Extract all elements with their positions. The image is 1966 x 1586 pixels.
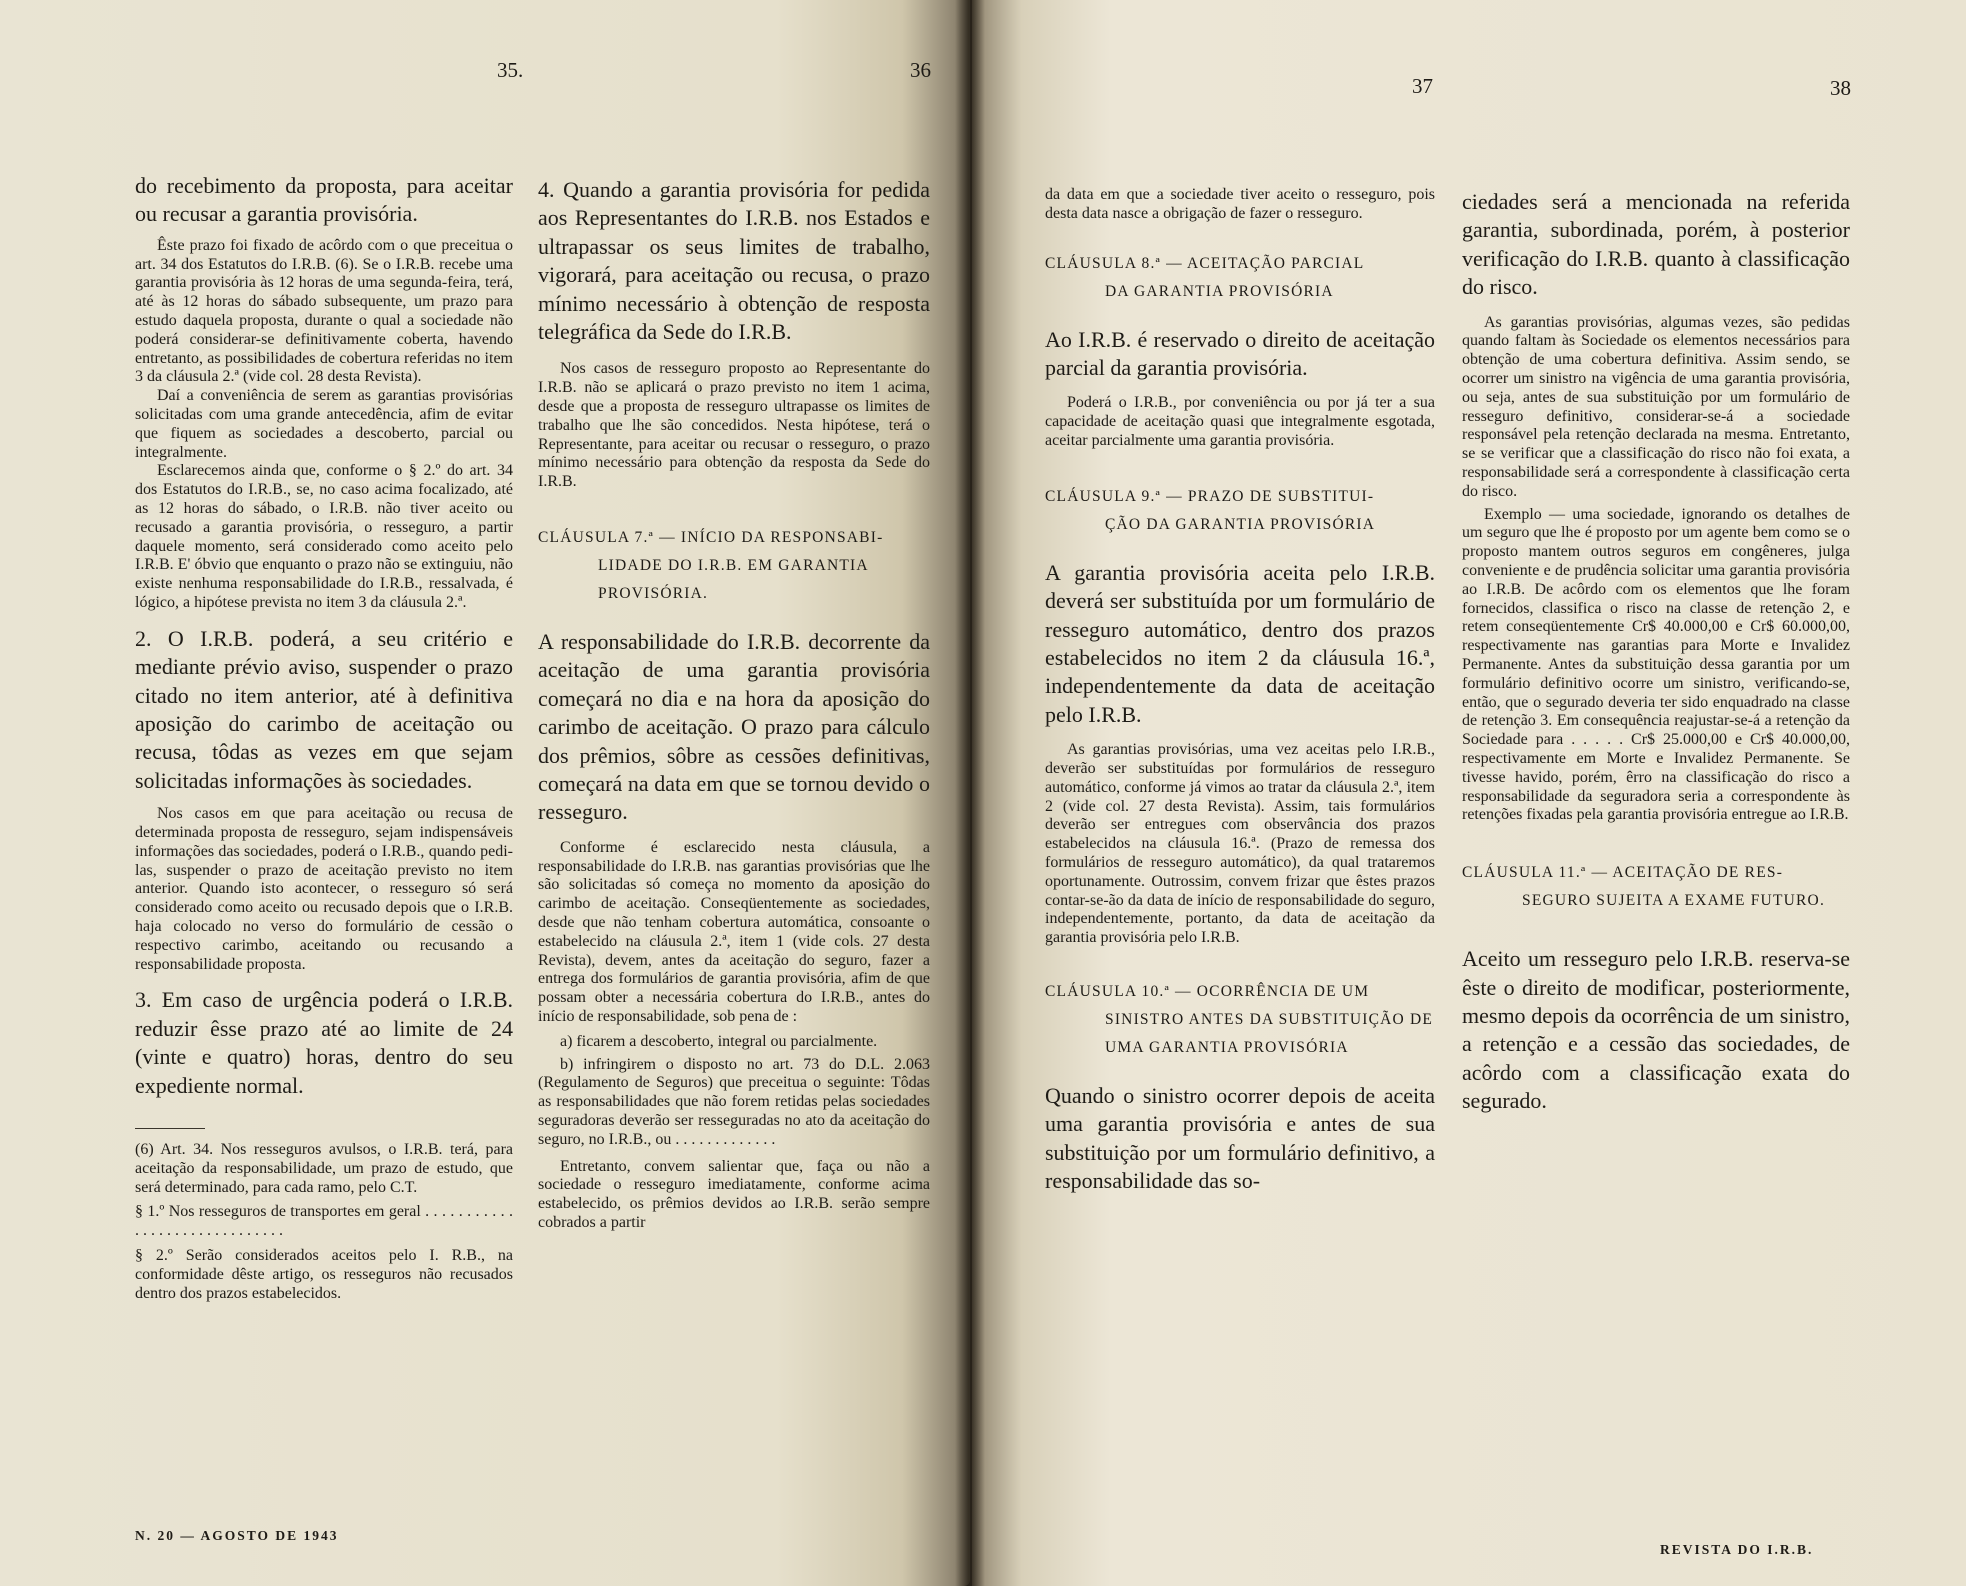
clause-heading bbox=[538, 524, 930, 608]
body-paragraph: Quando o sinistro ocorrer depois de aceita uma garantia provisória e antes de sua substituição por um formulário definitivo, a responsabilidade das so- bbox=[1045, 1083, 1435, 1194]
clause-heading-line: CLÁUSULA 8.ª — ACEITAÇÃO PARCIAL bbox=[1045, 254, 1365, 272]
commentary-paragraph: Nos casos em que para aceitação ou recusa de determinada proposta de resseguro, sejam indispensáveis informações das sociedades, poderá o I.R.B., quando pedi-las, suspender o prazo de aceitação previsto no item anterior. Quando isto acontecer, o resseguro só será considerado como aceito ou recusado depois que o I.R.B. haja colocado no verso do formulário de cessão o respectivo carimbo, aceitando ou recusando a responsabilidade proposta. bbox=[135, 805, 513, 973]
body-paragraph: ciedades será a mencionada na referida garantia, subordinada, porém, à posterior verificação do I.R.B. quanto à classificação do risco. bbox=[1462, 189, 1850, 300]
clause-heading-line: CLÁUSULA 10.ª — OCORRÊNCIA DE UM bbox=[1045, 983, 1370, 1000]
footnote: (6) Art. 34. Nos resseguros avulsos, o I.R.B. terá, para aceitação da responsabilidade, um prazo de estudo, que será determinado, para cada ramo, pelo C.T. bbox=[135, 1140, 513, 1196]
footnote: § 1.º Nos resseguros de transportes em geral . . . . . . . . . . . . . . . . . . . . . . . . . . . . . . bbox=[135, 1203, 513, 1240]
commentary-paragraph: Êste prazo foi fixado de acôrdo com o que preceitua o art. 34 dos Estatutos do I.R.B. (6). Se o I.R.B. recebe uma garantia provisória às 12 horas de uma segunda-feira, terá, até às 12 horas do sábado subsequente, um prazo para estudo daquela proposta, durante o qual a sociedade não poderá considerar-se definitivamente coberta, havendo entretanto, as possibilidades de cobertura referidas no item 3 da cláusula 2.ª (vide col. 28 desta Revista). bbox=[135, 236, 513, 386]
commentary-paragraph: Exemplo — uma sociedade, ignorando os detalhes de um seguro que lhe é proposto por um agente bem como se o proposto mantem outros seguros em congêneres, julga conveniente e de prudência solicitar uma garantia provisória ao I.R.B. De acôrdo com os elementos que lhe foram fornecidos, classifica o risco na classe de retenção 2, e retem conseqüentemente Cr$ 40.000,00 e Cr$ 60.000,00, respectivamente nas garantias para Morte e Invalidez Permanente. Antes da substituição dessa garantia por um formulário definitivo ocorre um sinistro, verificando-se, então, que o segurado deveria ter sido enquadrado na classe de retenção 3. Em consequência reajustar-se-á a retenção da Sociedade para . . . . . Cr$ 25.000,00 e Cr$ 40.000,00, respectivamente em Morte e Invalidez Permanente. Se tivesse havido, porém, êrro na classificação do risco a responsabilidade da seguradora seria a correspondente às retenções fixadas pela garantia provisória entregue ao I.R.B. bbox=[1462, 505, 1850, 824]
clause-heading-line: SEGURO SUJEITA A EXAME FUTURO. bbox=[1522, 892, 1826, 910]
clause-heading-line: CLÁUSULA 11.ª — ACEITAÇÃO DE RES- bbox=[1462, 864, 1784, 882]
commentary-block bbox=[1045, 394, 1435, 450]
body-paragraph: 3. Em caso de urgência poderá o I.R.B. reduzir êsse prazo até ao limite de 24 (vinte e quatro) horas, dentro do seu expediente normal. bbox=[135, 987, 513, 1098]
issue-footer: N. 20 — AGOSTO DE 1943 bbox=[135, 1528, 339, 1543]
commentary-paragraph: Nos casos de resseguro proposto ao Representante do I.R.B. não se aplicará o prazo previsto no item 1 acima, desde que a proposta de resseguro ultrapasse os limites de trabalho que lhe são concedidos. Nesta hipótese, terá o Representante, para aceitar ou recusar o resseguro, o prazo mínimo necessário para obtenção da resposta da Sede do I.R.B. bbox=[538, 360, 930, 491]
clause-heading-line: CLÁUSULA 9.ª — PRAZO DE SUBSTITUI- bbox=[1045, 487, 1375, 505]
commentary-paragraph: Entretanto, convem salientar que, faça ou não a sociedade o resseguro imediatamente, conforme acima estabelecido, os prêmios devidos ao I.R.B. serão sempre cobrados a partir bbox=[538, 1157, 930, 1231]
right-page bbox=[972, 0, 1966, 1586]
clause-heading bbox=[1045, 483, 1435, 539]
body-paragraph: Ao I.R.B. é reservado o direito de aceitação parcial da garantia provisória. bbox=[1045, 326, 1435, 380]
clause-heading-line: CLÁUSULA 7.ª — INÍCIO DA RESPONSABI- bbox=[538, 529, 884, 547]
commentary-paragraph: b) infringirem o disposto no art. 73 do D.L. 2.063 (Regulamento de Seguros) que preceitua o seguinte: Tôdas as responsabilidades que não forem retidas pelas sociedades seguradoras deverão ser resseguradas no ato da aceitação do seguro, no I.R.B., ou . . . . . . . . . . . . . bbox=[538, 1055, 930, 1148]
commentary-paragraph: da data em que a sociedade tiver aceito o resseguro, pois desta data nasce a obrigação de fazer o resseguro. bbox=[1045, 186, 1435, 222]
body-paragraph: A garantia provisória aceita pelo I.R.B. deverá ser substituída por um formulário de resseguro automático, dentro dos prazos estabelecidos no item 2 da cláusula 16.ª, independentemente da data de aceitação pelo I.R.B. bbox=[1045, 559, 1435, 727]
body-paragraph: 4. Quando a garantia provisória for pedida aos Representantes do I.R.B. nos Estados e ultrapassar os seus limites de trabalho, vigorará, para aceitação ou recusa, o prazo mínimo necessário à obtenção de resposta telegráfica da Sede do I.R.B. bbox=[538, 177, 930, 345]
commentary-paragraph: Esclarecemos ainda que, conforme o § 2.º do art. 34 dos Estatutos do I.R.B., se, no caso acima focalizado, até as 12 horas do sábado, o I.R.B. não tiver aceito ou recusado a garantia provisória, o resseguro, a partir daquele momento, será considerado como aceito pelo I.R.B. E' óbvio que enquanto o prazo não se extinguiu, não existe nenhuma responsabilidade do I.R.B., ressalvada, é lógico, a hipótese prevista no item 3 da cláusula 2.ª. bbox=[135, 462, 513, 611]
commentary-block bbox=[1045, 186, 1435, 224]
column-35 bbox=[135, 172, 513, 1303]
commentary-block bbox=[1462, 314, 1850, 826]
commentary-paragraph: Daí a conveniência de serem as garantias provisórias solicitadas com uma grande antecedência, afim de evitar que fiquem as sociedades a descoberto, parcial ou integralmente. bbox=[135, 387, 513, 461]
clause-heading-line: SINISTRO ANTES DA SUBSTITUIÇÃO DE UMA GARANTIA PROVISÓRIA bbox=[1105, 1011, 1434, 1056]
clause-heading-line: DA GARANTIA PROVISÓRIA bbox=[1105, 282, 1334, 300]
commentary-paragraph: Conforme é esclarecido nesta cláusula, a responsabilidade do I.R.B. nas garantias provisórias que lhe são solicitadas só começa no momento da aposição do carimbo de aceitação. Conseqüentemente as sociedades, desde que não tenham cobertura automática, consoante o estabelecido na cláusula 2.ª, item 1 (vide cols. 27 desta Revista), devem, antes da aceitação do seguro, fazer a entrega dos formulários de garantia provisória, afim de que possam obter a necessária cobertura do I.R.B., antes do início de responsabilidade, sob pena de : bbox=[538, 838, 930, 1026]
footnotes bbox=[135, 1128, 513, 1303]
page-number-36: 36 bbox=[910, 58, 931, 82]
clause-heading-line: ÇÃO DA GARANTIA PROVISÓRIA bbox=[1105, 515, 1376, 533]
commentary-block bbox=[538, 360, 930, 492]
body-paragraph: 2. O I.R.B. poderá, a seu critério e mediante prévio aviso, suspender o prazo citado no item anterior, até à definitiva aposição do carimbo de aceitação ou recusa, tôdas as vezes em que sejam solicitadas informações às sociedades. bbox=[135, 625, 513, 793]
column-37 bbox=[1045, 186, 1435, 1196]
column-38 bbox=[1462, 188, 1850, 1116]
page-number-38: 38 bbox=[1830, 76, 1851, 100]
clause-heading bbox=[1045, 978, 1435, 1062]
footnote: § 2.º Serão considerados aceitos pelo I. R.B., na conformidade dêste artigo, os resseguros não recusados dentro dos prazos estabelecidos. bbox=[135, 1246, 513, 1302]
page-number-37: 37 bbox=[1412, 74, 1433, 98]
commentary-block bbox=[538, 839, 930, 1233]
body-paragraph: A responsabilidade do I.R.B. decorrente da aceitação de uma garantia provisória começará no dia e na hora da aposição do carimbo de aceitação. O prazo para cálculo dos prêmios, sôbre as cessões definitivas, começará na data em que se tornou devido o resseguro. bbox=[538, 629, 930, 825]
footnote-rule bbox=[135, 1128, 205, 1129]
commentary-paragraph: Poderá o I.R.B., por conveniência ou por já ter a sua capacidade de aceitação quasi que integralmente esgotada, aceitar parcialmente uma garantia provisória. bbox=[1045, 394, 1435, 449]
book-gutter bbox=[955, 0, 985, 1586]
body-paragraph: do recebimento da proposta, para aceitar ou recusar a garantia provisória. bbox=[135, 173, 513, 227]
commentary-block bbox=[135, 237, 513, 613]
body-paragraph: Aceito um resseguro pelo I.R.B. reserva-se êste o direito de modificar, posteriormente, mesmo depois da ocorrência de um sinistro, a retenção e a cessão das sociedades, de acôrdo com a classificação exata do segurado. bbox=[1462, 946, 1850, 1114]
page-number-35: 35. bbox=[497, 58, 524, 82]
journal-footer: REVISTA DO I.R.B. bbox=[1660, 1542, 1814, 1557]
commentary-block bbox=[135, 805, 513, 974]
commentary-paragraph: a) ficarem a descoberto, integral ou parcialmente. bbox=[560, 1032, 878, 1050]
clause-heading-line: LIDADE DO I.R.B. EM GARANTIA PROVISÓRIA. bbox=[598, 557, 868, 603]
commentary-paragraph: As garantias provisórias, uma vez aceitas pelo I.R.B., deverão ser substituídas por formulários de resseguro automático, conforme já vimos ao tratar da cláusula 2.ª, item 2 (vide col. 27 desta Revista). Assim, tais formulários deverão ser entregues com observância dos prazos estabelecidos na cláusula 16.ª. (Prazo de remessa dos formulários de resseguro automático), da qual trataremos oportunamente. Outrossim, convem frizar que êstes prazos contar-se-ão da data de início de responsabilidade do seguro, independentemente, portanto, da data de aceitação da garantia provisória pelo I.R.B. bbox=[1045, 741, 1435, 947]
commentary-block bbox=[1045, 741, 1435, 948]
clause-heading bbox=[1462, 859, 1850, 915]
clause-heading bbox=[1045, 250, 1435, 306]
column-36 bbox=[538, 176, 930, 1233]
left-page bbox=[0, 0, 970, 1586]
commentary-paragraph: As garantias provisórias, algumas vezes, são pedidas quando faltam às Sociedade os elementos necessários para obtenção de uma cobertura definitiva. Assim sendo, se ocorrer um sinistro na vigência de uma garantia provisória, ou seja, antes de sua substituição por um formulário de resseguro definitivo, considerar-se-á a sociedade responsável pela retenção declarada na mesma. Entretanto, se se verificar que a classificação do risco não foi exata, a responsabilidade será a correspondente à classificação certa do risco. bbox=[1462, 313, 1850, 500]
